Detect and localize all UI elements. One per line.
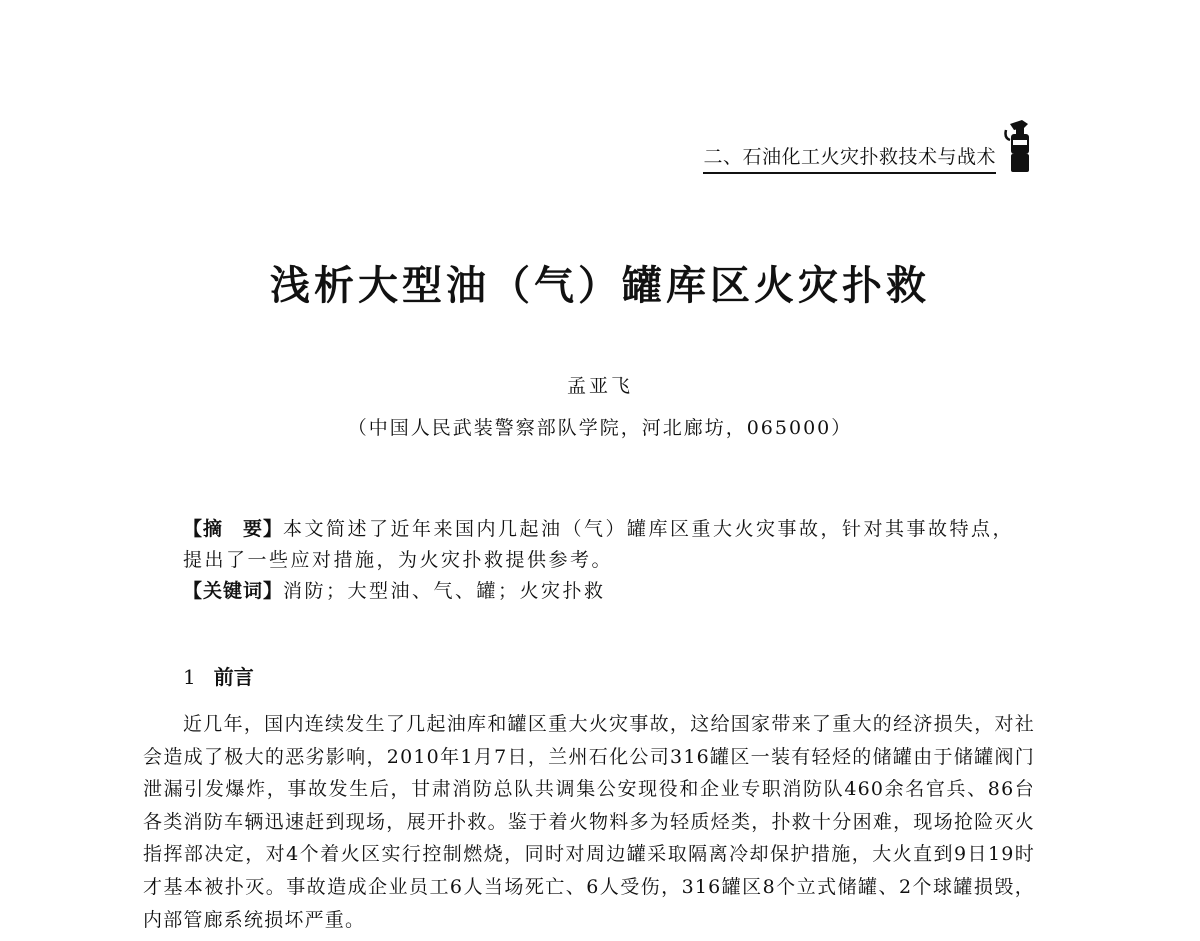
paper-affiliation: （中国人民武装警察部队学院，河北廊坊，065000） (347, 417, 853, 439)
running-header-title: 二、石油化工火灾扑救技术与战术 (703, 142, 996, 174)
abstract-block (145, 514, 1035, 607)
keywords-text: 消防；大型油、气、罐；火灾扑救 (283, 580, 606, 602)
body-paragraph: 近几年，国内连续发生了几起油库和罐区重大火灾事故，这给国家带来了重大的经济损失，对社会造成了极大的恶劣影响，2010年1月7日，兰州石化公司316罐区一装有轻烃的储罐由于储罐阀门泄漏引发爆炸，事故发生后，甘肃消防总队共调集公安现役和企业专职消防队460余名官兵、86台各类消防车辆迅速赶到现场，展开扑救。鉴于着火物料多为轻质烃类，扑救十分困难，现场抢险灭火指挥部决定，对4个着火区实行控制燃烧，同时对周边罐采取隔离冷却保护措施，大火直到9日19时才基本被扑灭。事故造成企业员工6人当场死亡、6人受伤，316罐区8个立式储罐、2个球罐损毁，内部管廊系统损坏严重。 (143, 713, 1035, 931)
paper-title: 浅析大型油（气）罐库区火灾扑救 (270, 262, 930, 309)
abstract-label: 【摘 要】 (183, 518, 284, 540)
section-heading (183, 661, 254, 690)
section-number: 1 (183, 665, 196, 689)
running-header (703, 118, 1034, 174)
keywords-label: 【关键词】 (183, 580, 284, 602)
fire-extinguisher-icon (1004, 118, 1034, 174)
paper-author: 孟亚飞 (566, 375, 633, 397)
body-text (143, 708, 1035, 936)
keywords-paragraph (145, 576, 1035, 607)
abstract-paragraph (145, 514, 1035, 576)
section-title: 前言 (213, 665, 254, 689)
abstract-text: 本文简述了近年来国内几起油（气）罐库区重大火灾事故，针对其事故特点，提出了一些应对措施，为火灾扑救提供参考。 (183, 518, 1015, 571)
